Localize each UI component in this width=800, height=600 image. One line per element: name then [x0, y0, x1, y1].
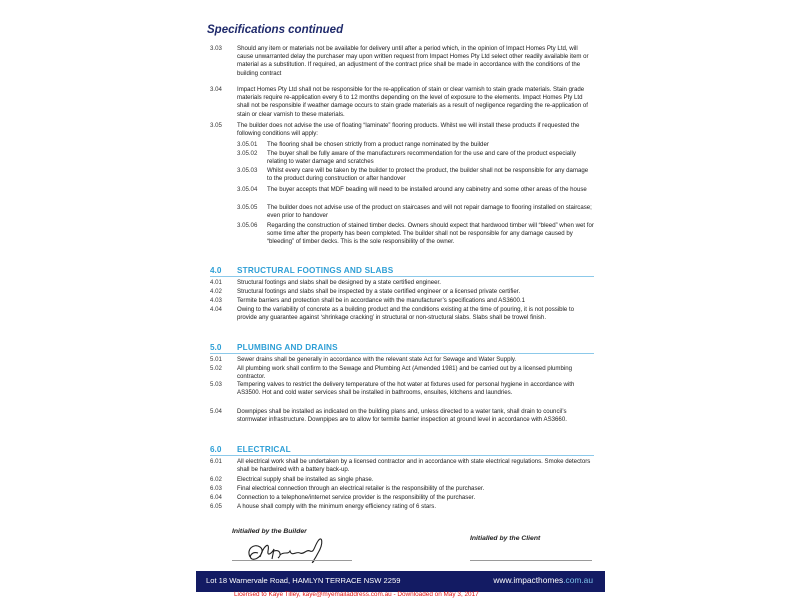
clause-text: Sewer drains shall be generally in accordance with the relevant state Act for Sewage and Water Supply.	[237, 356, 517, 363]
license-watermark: Licensed to Kaye Tilley, kaye@myemailaddress.com.au - Downloaded on May 3, 2017	[234, 591, 479, 598]
clause-text: Tempering valves to restrict the delivery temperature of the hot water at fixtures used for personal hygiene in accordance with AS3500. Hot and cold water services shall be installed in bathrooms, ensuites, kitchens and laundries.	[237, 381, 575, 397]
subclause-text: Regarding the construction of stained timber decks. Owners should expect that hardwood timber will “bleed” when wet for some time after the property has been completed. The builder shall not be responsible for any damage caused by “bleeding” of timber decks. This is the sole responsibility of the owner.	[267, 222, 594, 246]
subclause-text: The flooring shall be chosen strictly from a product range nominated by the builder	[267, 141, 489, 148]
section-heading-footings	[210, 266, 594, 278]
clause-number: 4.02	[210, 288, 222, 295]
section-divider	[210, 353, 594, 354]
subclause-number: 3.05.01	[237, 141, 258, 148]
clause-3-04	[210, 86, 594, 119]
clause-number: 4.01	[210, 279, 222, 286]
clause-number: 6.01	[210, 458, 222, 465]
clause-text: A house shall comply with the minimum energy efficiency rating of 6 stars.	[237, 503, 437, 510]
section-heading-plumbing	[210, 343, 594, 355]
clause-number: 6.02	[210, 476, 222, 483]
subclause-number: 3.05.03	[237, 167, 258, 174]
section-number: 4.0	[210, 266, 222, 275]
clause-3-03	[210, 45, 594, 78]
clause-number: 5.02	[210, 365, 222, 372]
clause-text: Final electrical connection through an electrical retailer is the responsibility of the purchaser.	[237, 485, 485, 492]
builder-signature-line	[232, 560, 352, 561]
subclause-text: The buyer shall be fully aware of the manufacturers recommendation for the use and care of the product especially relating to water damage and scratches	[267, 150, 576, 166]
clause-number: 6.05	[210, 503, 222, 510]
clause-text: Connection to a telephone/internet service provider is the responsibility of the purchaser.	[237, 494, 476, 501]
builder-initial-label: Initialled by the Builder	[232, 528, 307, 535]
clause-number: 3.05	[210, 122, 222, 129]
section-title: PLUMBING AND DRAINS	[237, 343, 338, 352]
clause-number: 6.04	[210, 494, 222, 501]
client-signature-line	[470, 560, 592, 561]
clause-text: Owing to the variability of concrete as a building product and the conditions existing at the time of pouring, it is not possible to provide any guarantee against ‘shrinkage cracking’ in structural or non-structural slabs. Slabs shall be trowel finish.	[237, 306, 575, 322]
clause-text: All electrical work shall be undertaken by a licensed contractor and in accordance with state electrical regulations. Smoke detectors shall be hardwired with a battery back-up.	[237, 458, 591, 474]
client-initial-label: Initialled by the Client	[470, 535, 541, 542]
clause-text: The builder does not advise the use of floating “laminate” flooring products. Whilst we will install these products if requested the following conditions will apply:	[237, 122, 580, 138]
subclause-text: The buyer accepts that MDF beading will need to be installed around any cabinetry and some other areas of the house	[267, 186, 587, 193]
clause-number: 3.04	[210, 86, 222, 93]
website-prefix: www.	[493, 575, 514, 585]
footer-address: Lot 18 Warnervale Road, HAMLYN TERRACE NSW 2259	[206, 576, 401, 585]
subclause-text: Whilst every care will be taken by the builder to protect the product, the builder shall not be responsible for any damage to the product during construction or after handover	[267, 167, 589, 183]
clause-3-05	[210, 122, 594, 139]
website-brand: impacthomes	[513, 575, 564, 585]
section-number: 6.0	[210, 445, 222, 454]
clause-text: Electrical supply shall be installed as single phase.	[237, 476, 374, 483]
section-title: STRUCTURAL FOOTINGS AND SLABS	[237, 266, 394, 275]
subclause-number: 3.05.05	[237, 204, 258, 211]
clause-text: Downpipes shall be installed as indicated on the building plans and, unless directed to a water tank, shall drain to council’s stormwater infrastructure. Downpipes are to allow for termite barrier inspection at ground level in accordance with AS3660.	[237, 408, 567, 424]
website-suffix: .com.au	[563, 575, 593, 585]
subclause-number: 3.05.06	[237, 222, 258, 229]
clause-number: 6.03	[210, 485, 222, 492]
clause-number: 3.03	[210, 45, 222, 52]
clause-text: Impact Homes Pty Ltd shall not be responsible for the re-application of stain or clear varnish to stain grade materials. Stain grade materials require re-application every 6 to 12 months depending on the level of exposure to the elements. Impact Homes Pty Ltd shall not be responsible if weather damage occurs to stain grade materials as a result of negligence regarding the re-application of stain or clear varnish to these materials.	[237, 86, 588, 118]
clause-number: 5.03	[210, 381, 222, 388]
clause-number: 5.04	[210, 408, 222, 415]
section-divider	[210, 455, 594, 456]
subclause-number: 3.05.04	[237, 186, 258, 193]
clause-number: 4.03	[210, 297, 222, 304]
clause-text: Structural footings and slabs shall be designed by a state certified engineer.	[237, 279, 441, 286]
clause-text: All plumbing work shall confirm to the Sewage and Plumbing Act (Amended 1981) and be carried out by a licensed plumbing contractor.	[237, 365, 573, 381]
section-divider	[210, 276, 594, 277]
section-number: 5.0	[210, 343, 222, 352]
section-title: ELECTRICAL	[237, 445, 291, 454]
subclause-text: The builder does not advise use of the product on staircases and will not repair damage to flooring installed on staircase; even prior to handover	[267, 204, 592, 220]
clause-text: Should any item or materials not be available for delivery until after a period which, in the opinion of Impact Homes Pty Ltd, will cause unwarranted delay the purchaser may upon written request from Impact Homes Pty Ltd select other readily available item or material as a substitution. If required, an adjustment of the contract price shall be made in accordance with the conditions of the building contract	[237, 45, 589, 77]
subclause-number: 3.05.02	[237, 150, 258, 157]
page-title: Specifications continued	[207, 24, 344, 36]
section-heading-electrical	[210, 445, 594, 457]
footer-bar	[196, 571, 605, 592]
clause-number: 5.01	[210, 356, 222, 363]
clause-text: Structural footings and slabs shall be inspected by a state certified engineer or a licensed private certifier.	[237, 288, 521, 295]
clause-text: Termite barriers and protection shall be in accordance with the manufacturer’s specifications and AS3600.1	[237, 297, 526, 304]
footer-website	[493, 575, 593, 585]
clause-number: 4.04	[210, 306, 222, 313]
